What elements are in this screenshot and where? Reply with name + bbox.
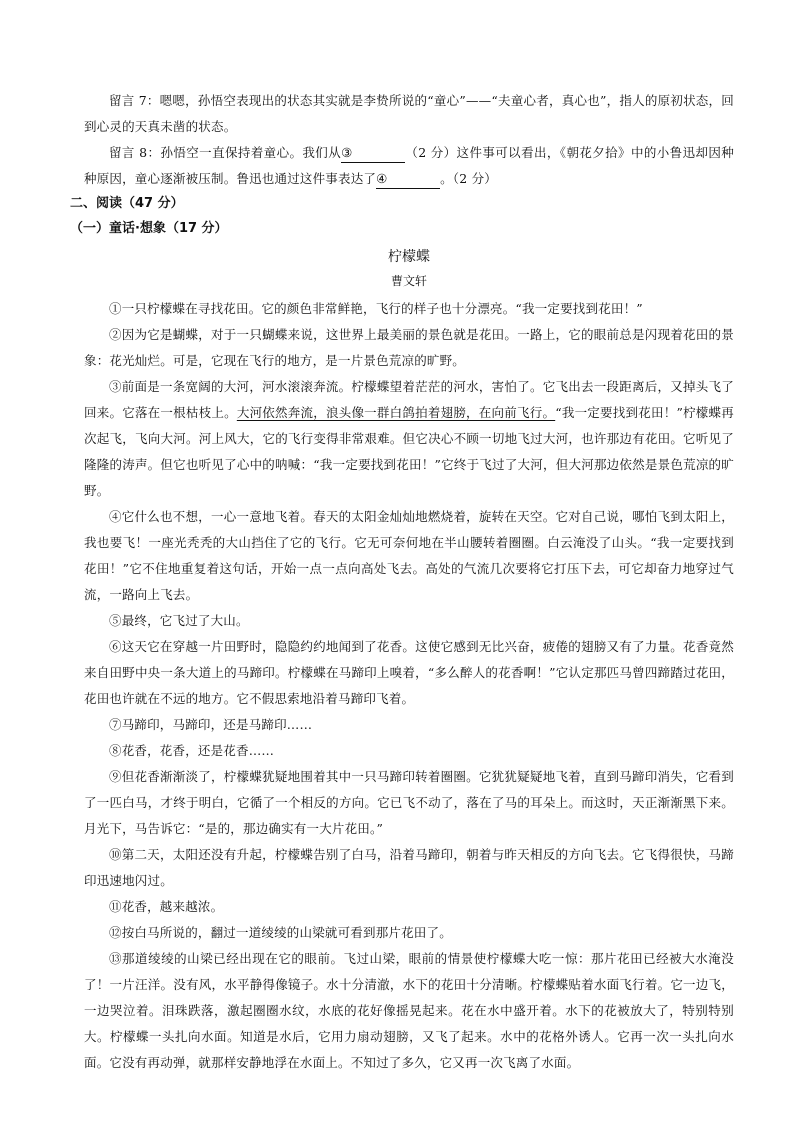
- story-paragraph-3-b: “我一定要找到花田！”柠檬蝶再次起飞，飞向大河。河上风大，它的飞行变得非常艰难。但它决心不顾一切地飞过大河，也许那边有花田。它听见了隆隆的涛声。但它也听见了心中的呐喊：“我一定要找到花田！”它终于飞过了大河，但大河那边依然是景色荒凉的旷野。: [84, 405, 734, 498]
- story-paragraph-5: ⑤最终，它飞过了大山。: [109, 613, 249, 628]
- page-content: [70, 88, 734, 1076]
- story-paragraph-1: ①一只柠檬蝶在寻找花田。它的颜色非常鲜艳，飞行的样子也十分漂亮。“我一定要找到花田！”: [109, 301, 643, 316]
- story-paragraph-7: ⑦马蹄印，马蹄印，还是马蹄印……: [109, 717, 313, 732]
- message-8-part1: 留言 8：孙悟空一直保持着童心。我们从: [109, 145, 342, 160]
- story-paragraph-13: ⑬那道绫绫的山梁已经出现在它的眼前。飞过山梁，眼前的情景使柠檬蝶大吃一惊：那片花田已经被大水淹没了！一片汪洋。没有风，水平静得像镜子。水十分清澈，水下的花田十分清晰。柠檬蝶贴着水面飞行着。它一边飞，一边哭泣着。泪珠跌落，激起圈圈水纹，水底的花好像摇晃起来。花在水中盛开着。水下的花被放大了，特别特别大。柠檬蝶一头扎向水面。知道是水后，它用力扇动翅膀，又飞了起来。水中的花格外诱人。它再一次一头扎向水面。它没有再动弹，就那样安静地浮在水面上。不知过了多久，它又再一次飞离了水面。: [84, 951, 734, 1070]
- story-author: 曹文轩: [390, 274, 427, 288]
- message-8-part2: （2 分）这件事可以看出，《朝花夕拾》中的小鲁迅却因种种原因，童心逐渐被压制。鲁迅也通过这件事表达了: [84, 145, 734, 186]
- message-7: 留言 7：嗯嗯，孙悟空表现出的状态其实就是李贽所说的“童心”——“夫童心者，真心也”，指人的原初状态，回到心灵的天真未凿的状态。: [84, 93, 734, 134]
- story-title: 柠檬蝶: [388, 249, 430, 265]
- story-paragraph-9: ⑨但花香渐渐淡了，柠檬蝶犹疑地围着其中一只马蹄印转着圈圈。它犹犹疑疑地飞着，直到马蹄印消失，它看到了一匹白马，才终于明白，它循了一个相反的方向。它已飞不动了，落在了马的耳朵上。而这时，天正渐渐黑下来。月光下，马告诉它：“是的，那边确实有一大片花田。”: [84, 769, 734, 836]
- story-paragraph-3: [84, 374, 734, 504]
- underlined-sentence: 大河依然奔流，浪头像一群白鸽拍着翅膀，在向前飞行。: [236, 405, 556, 420]
- story-paragraph-10: ⑩第二天，太阳还没有升起，柠檬蝶告别了白马，沿着马蹄印，朝着与昨天相反的方向飞去。它飞得很快，马蹄印迅速地闪过。: [84, 847, 734, 888]
- message-8: [84, 140, 734, 192]
- message-8-part3: 。（2 分）: [440, 171, 497, 186]
- answer-blank-4[interactable]: ④: [376, 170, 440, 189]
- story-paragraph-12: ⑫按白马所说的，翻过一道绫绫的山梁就可看到那片花田了。: [109, 925, 452, 940]
- answer-blank-3[interactable]: ③: [341, 144, 405, 163]
- subsection-heading-fairytale: （一）童话·想象（17 分）: [70, 221, 228, 236]
- story-paragraph-6: ⑥这天它在穿越一片田野时，隐隐约约地闻到了花香。这使它感到无比兴奋，疲倦的翅膀又有了力量。花香竟然来自田野中央一条大道上的马蹄印。柠檬蝶在马蹄印上嗅着，“多么醉人的花香啊！”它认定那匹马曾四蹄踏过花田，花田也许就在不远的地方。它不假思索地沿着马蹄印飞着。: [84, 639, 734, 706]
- story-paragraph-11: ⑪花香，越来越浓。: [109, 899, 224, 914]
- story-paragraph-2: ②因为它是蝴蝶，对于一只蝴蝶来说，这世界上最美丽的景色就是花田。一路上，它的眼前总是闪现着花田的景象：花光灿烂。可是，它现在飞行的地方，是一片景色荒凉的旷野。: [84, 327, 734, 368]
- story-paragraph-3-a: ③前面是一条宽阔的大河，河水滚滚奔流。柠檬蝶望着茫茫的河水，害怕了。它飞出去一段距离后，又掉头飞了回来。它落在一根枯枝上。: [84, 379, 734, 420]
- story-paragraph-8: ⑧花香，花香，还是花香……: [109, 743, 275, 758]
- story-paragraph-4: ④它什么也不想，一心一意地飞着。春天的太阳金灿灿地燃烧着，旋转在天空。它对自己说，哪怕飞到太阳上，我也要飞！一座光秃秃的大山挡住了它的飞行。它无可奈何地在半山腰转着圈圈。白云淹没了山头。“我一定要找到花田！”它不住地重复着这句话，开始一点一点向高处飞去。高处的气流几次要将它打压下去，可它却奋力地穿过气流，一路向上飞去。: [84, 509, 734, 602]
- section-heading-reading: 二、阅读（47 分）: [70, 196, 184, 211]
